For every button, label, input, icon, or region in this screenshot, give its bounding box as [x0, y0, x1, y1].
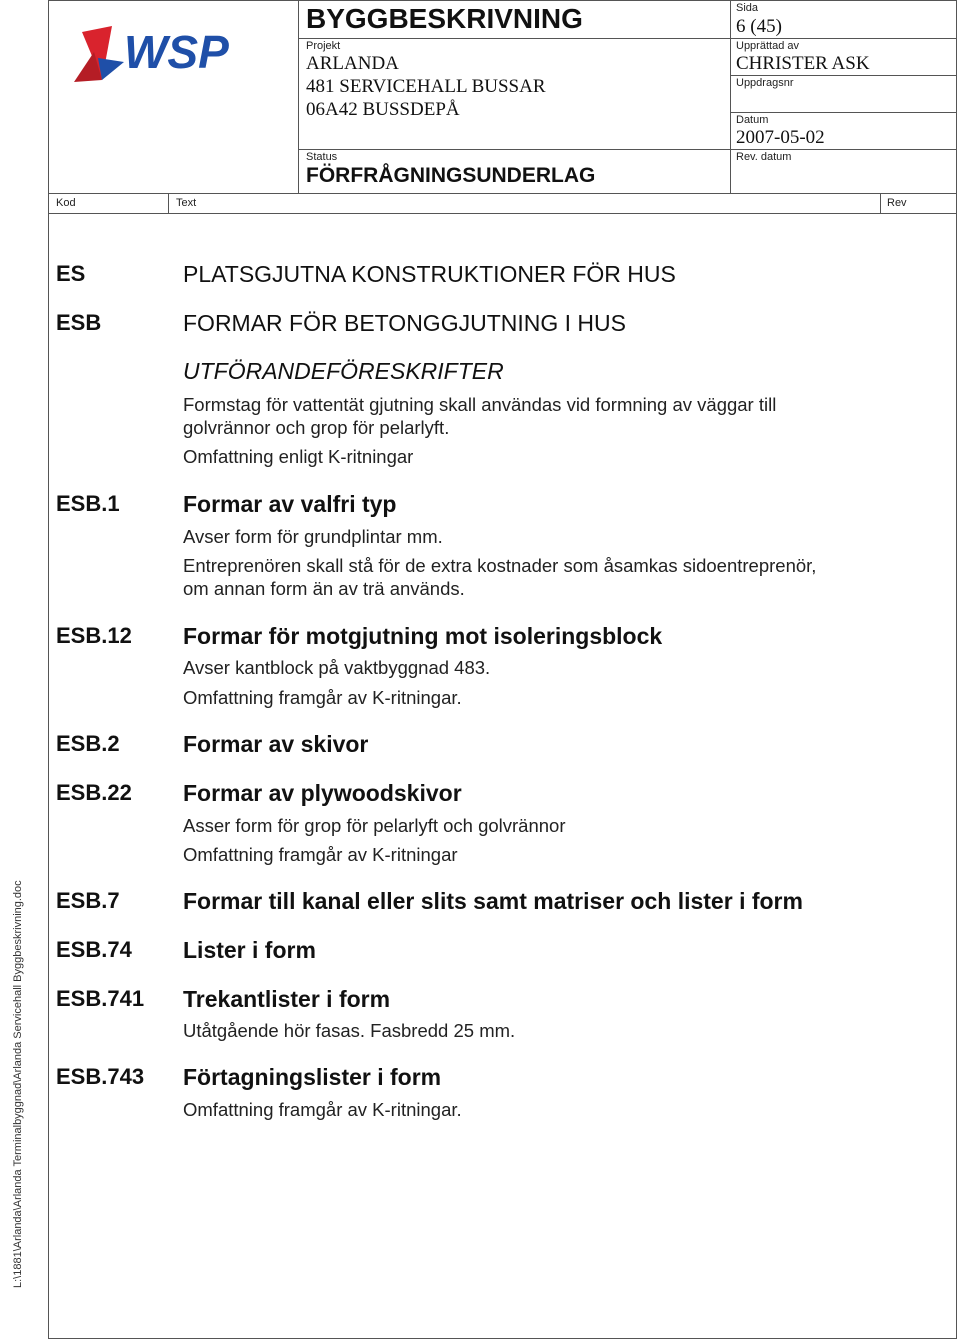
- section-title: Formar av valfri typ: [183, 491, 397, 517]
- body-text: Asser form för grop för pelarlyft och golvrännor: [183, 815, 566, 836]
- section-title: Formar av skivor: [183, 731, 369, 757]
- header-rule: [730, 75, 957, 76]
- body-text: Omfattning enligt K-ritningar: [183, 446, 414, 467]
- section-title: FORMAR FÖR BETONGGJUTNING I HUS: [183, 310, 626, 336]
- column-divider: [880, 193, 881, 213]
- section-title: Formar för motgjutning mot isoleringsblock: [183, 623, 663, 649]
- body-text: om annan form än av trä används.: [183, 578, 465, 599]
- body-text: Avser kantblock på vaktbyggnad 483.: [183, 657, 491, 678]
- doc-title: BYGGBESKRIVNING: [306, 3, 583, 34]
- section-title: Förtagningslister i form: [183, 1064, 442, 1090]
- wsp-logo-text: WSP: [124, 26, 229, 78]
- section-code: ESB.743: [56, 1064, 145, 1089]
- section-title: Trekantlister i form: [183, 986, 391, 1012]
- uppdragsnr-label: Uppdragsnr: [736, 77, 794, 89]
- section-code: ESB.12: [56, 623, 132, 648]
- header-rule: [730, 112, 957, 113]
- header-divider: [730, 0, 731, 193]
- section-code: ESB: [56, 310, 102, 335]
- body-text: Omfattning framgår av K-ritningar: [183, 844, 458, 865]
- status-value: FÖRFRÅGNINGSUNDERLAG: [306, 164, 596, 187]
- body-text: Avser form för grundplintar mm.: [183, 526, 443, 547]
- wsp-logo: [72, 22, 262, 86]
- upprattad-value: CHRISTER ASK: [736, 53, 870, 74]
- header-rule: [730, 149, 957, 150]
- section-code: ESB.741: [56, 986, 145, 1011]
- projekt-line: 481 SERVICEHALL BUSSAR: [306, 76, 546, 97]
- sida-value: 6 (45): [736, 16, 782, 37]
- header-rule: [298, 38, 957, 39]
- projekt-line: ARLANDA: [306, 53, 399, 74]
- section-code: ES: [56, 261, 86, 286]
- section-title: Lister i form: [183, 937, 316, 963]
- upprattad-label: Upprättad av: [736, 40, 799, 52]
- section-title: Formar av plywoodskivor: [183, 780, 462, 806]
- column-divider: [168, 193, 169, 213]
- body-text: Utåtgående hör fasas. Fasbredd 25 mm.: [183, 1020, 516, 1041]
- header-rule: [298, 149, 730, 150]
- section-code: ESB.7: [56, 888, 120, 913]
- sida-label: Sida: [736, 2, 759, 14]
- section-code: ESB.22: [56, 780, 132, 805]
- header-rule: [48, 193, 957, 194]
- section-code: ESB.1: [56, 491, 120, 516]
- datum-label: Datum: [736, 114, 769, 126]
- file-path: L:\1881\Arlanda\Arlanda Terminalbyggnad\Arlanda Servicehall Byggbeskrivning.doc: [12, 880, 24, 1288]
- body-text: Formstag för vattentät gjutning skall användas vid formning av väggar till: [183, 394, 777, 415]
- body-text: Omfattning framgår av K-ritningar.: [183, 1099, 462, 1120]
- status-label: Status: [306, 151, 338, 163]
- body-text: Entreprenören skall stå för de extra kostnader som åsamkas sidoentreprenör,: [183, 555, 817, 576]
- column-rule: [48, 213, 957, 214]
- section-code: ESB.74: [56, 937, 132, 962]
- column-rev: Rev: [887, 197, 907, 209]
- section-title: Formar till kanal eller slits samt matriser och lister i form: [183, 888, 803, 914]
- header-divider: [298, 0, 299, 193]
- column-kod: Kod: [56, 197, 76, 209]
- projekt-line: 06A42 BUSSDEPÅ: [306, 99, 460, 120]
- utf-heading: UTFÖRANDEFÖRESKRIFTER: [183, 358, 504, 384]
- body-text: Omfattning framgår av K-ritningar.: [183, 687, 462, 708]
- revdatum-label: Rev. datum: [736, 151, 792, 163]
- projekt-label: Projekt: [306, 40, 341, 52]
- section-code: ESB.2: [56, 731, 120, 756]
- body-text: golvrännor och grop för pelarlyft.: [183, 417, 450, 438]
- datum-value: 2007-05-02: [736, 127, 825, 148]
- column-text: Text: [176, 197, 197, 209]
- section-title: PLATSGJUTNA KONSTRUKTIONER FÖR HUS: [183, 261, 676, 287]
